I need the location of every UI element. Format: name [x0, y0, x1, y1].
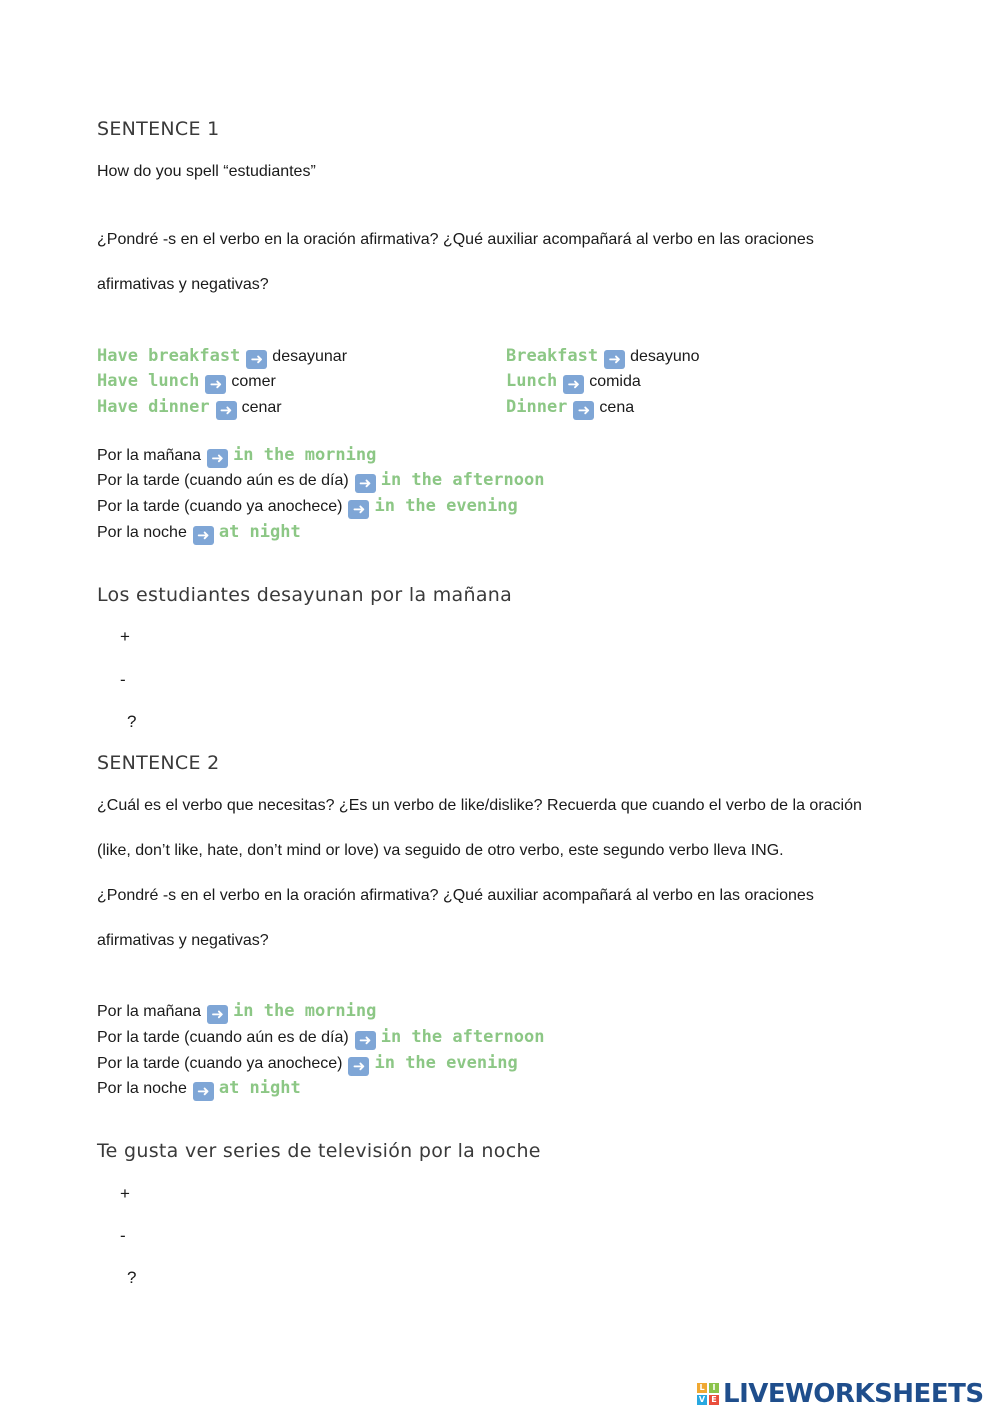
right-arrow-icon: ➜ — [355, 474, 376, 493]
vocab-right-item — [506, 395, 634, 419]
time-english: at night — [218, 1078, 301, 1098]
time-spanish: Por la noche — [97, 524, 187, 541]
right-arrow-icon: ➜ — [207, 449, 228, 468]
right-arrow-icon: ➜ — [573, 401, 594, 420]
logo-letter: I — [709, 1383, 719, 1393]
right-arrow-icon: ➜ — [604, 350, 625, 369]
time-expression — [97, 999, 376, 1023]
sentence-2-heading: SENTENCE 2 — [97, 752, 220, 774]
vocab-spanish: desayunar — [272, 348, 348, 365]
time-spanish: Por la tarde (cuando aún es de día) — [97, 472, 349, 489]
right-arrow-icon: ➜ — [246, 350, 267, 369]
logo-text: LIVEWORKSHEETS — [723, 1379, 984, 1409]
negative-label: - — [120, 670, 126, 689]
vocab-english: Lunch — [506, 371, 558, 391]
time-english: in the morning — [233, 445, 377, 465]
sentence-2-prompt: Te gusta ver series de televisión por la noche — [97, 1140, 541, 1162]
liveworksheets-logo — [697, 1377, 984, 1411]
time-english: at night — [218, 522, 301, 542]
time-spanish: Por la noche — [97, 1080, 187, 1097]
time-english: in the morning — [233, 1001, 377, 1021]
right-arrow-icon: ➜ — [207, 1005, 228, 1024]
time-spanish: Por la mañana — [97, 1003, 202, 1020]
vocab-left-item — [97, 369, 276, 393]
vocab-spanish: comer — [231, 373, 276, 390]
question-label: ? — [127, 1268, 137, 1287]
right-arrow-icon: ➜ — [348, 1057, 369, 1076]
right-arrow-icon: ➜ — [193, 1082, 214, 1101]
instruction-line-1: ¿Cuál es el verbo que necesitas? ¿Es un verbo de like/dislike? Recuerda que cuando el verbo de la oración — [97, 797, 862, 814]
logo-letter: V — [698, 1395, 706, 1404]
time-spanish: Por la tarde (cuando aún es de día) — [97, 1029, 349, 1046]
vocab-spanish: comida — [589, 373, 641, 390]
vocab-spanish: desayuno — [630, 348, 700, 365]
affirmative-label: + — [120, 1184, 130, 1203]
instruction-line-3: ¿Pondré -s en el verbo en la oración afirmativa? ¿Qué auxiliar acompañará al verbo en las oraciones — [97, 887, 814, 904]
time-expression — [97, 520, 301, 544]
instruction-line-4: afirmativas y negativas? — [97, 932, 269, 949]
right-arrow-icon: ➜ — [348, 500, 369, 519]
time-expression — [97, 494, 518, 518]
sentence-1-heading: SENTENCE 1 — [97, 118, 220, 140]
sentence-1-prompt: Los estudiantes desayunan por la mañana — [97, 584, 513, 606]
vocab-left-item — [97, 395, 282, 419]
time-expression — [97, 1025, 544, 1049]
logo-letter: L — [697, 1383, 707, 1393]
vocab-english: Have lunch — [97, 371, 200, 391]
right-arrow-icon: ➜ — [205, 375, 226, 394]
time-english: in the afternoon — [380, 470, 545, 490]
time-expression — [97, 468, 544, 492]
verb-question-line-1: ¿Pondré -s en el verbo en la oración afirmativa? ¿Qué auxiliar acompañará al verbo en las oraciones — [97, 231, 814, 248]
right-arrow-icon: ➜ — [193, 526, 214, 545]
time-english: in the evening — [374, 496, 518, 516]
vocab-right-item — [506, 344, 700, 368]
vocab-english: Have dinner — [97, 397, 210, 417]
spell-question: How do you spell “estudiantes” — [97, 163, 316, 180]
time-spanish: Por la tarde (cuando ya anochece) — [97, 498, 343, 515]
time-expression — [97, 443, 376, 467]
logo-letter: E — [709, 1395, 719, 1405]
time-expression — [97, 1076, 301, 1100]
time-english: in the afternoon — [380, 1027, 545, 1047]
vocab-english: Breakfast — [506, 346, 599, 366]
negative-label: - — [120, 1226, 126, 1245]
vocab-left-item — [97, 344, 347, 368]
vocab-english: Have breakfast — [97, 346, 241, 366]
time-expression — [97, 1051, 518, 1075]
logo-mark-icon — [697, 1383, 719, 1405]
right-arrow-icon: ➜ — [355, 1031, 376, 1050]
vocab-spanish: cena — [599, 399, 635, 416]
vocab-spanish: cenar — [241, 399, 282, 416]
vocab-right-item — [506, 369, 641, 393]
question-label: ? — [127, 712, 137, 731]
instruction-line-2: (like, don’t like, hate, don’t mind or love) va seguido de otro verbo, este segundo verbo lleva ING. — [97, 842, 784, 859]
right-arrow-icon: ➜ — [216, 401, 237, 420]
time-english: in the evening — [374, 1053, 518, 1073]
vocab-english: Dinner — [506, 397, 568, 417]
right-arrow-icon: ➜ — [563, 375, 584, 394]
affirmative-label: + — [120, 627, 130, 646]
verb-question-line-2: afirmativas y negativas? — [97, 276, 269, 293]
time-spanish: Por la mañana — [97, 447, 202, 464]
time-spanish: Por la tarde (cuando ya anochece) — [97, 1055, 343, 1072]
